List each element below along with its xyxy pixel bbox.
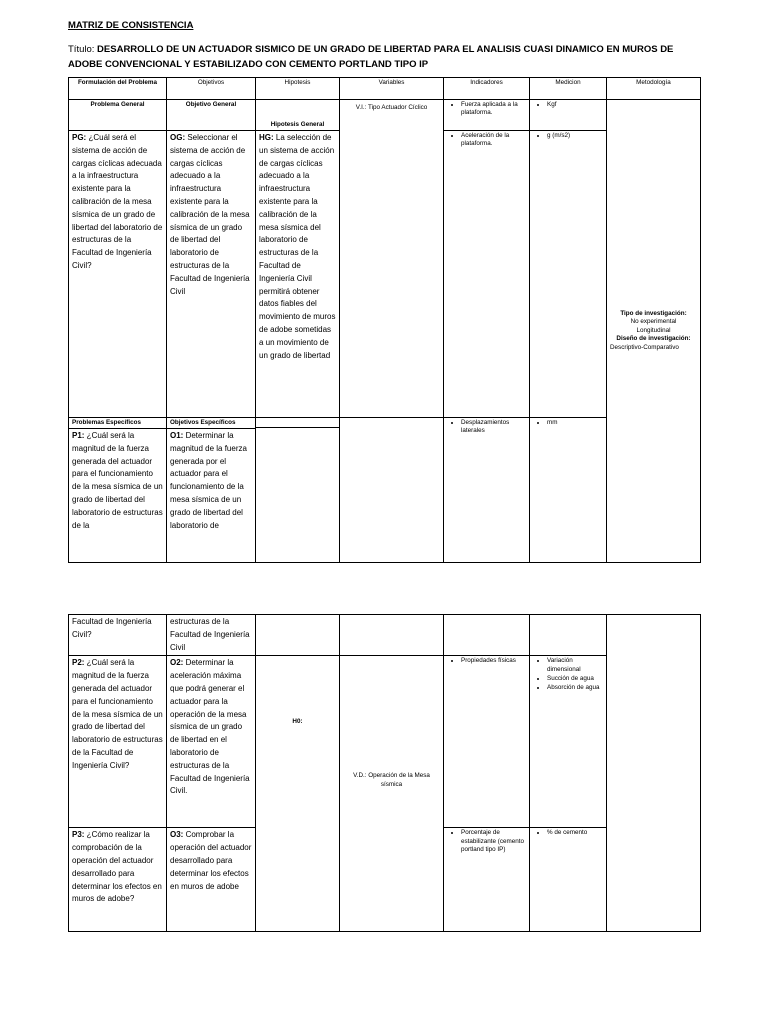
measure-absorcion: • Absorción de agua: [547, 684, 603, 692]
pg-text: ¿Cuál será el sistema de acción de cargas cíclicas adecuada a la infraestructura existente para la calibración de la mesa sísmica de un grado de libertad del laboratorio de estructuras de la Facultad de Ingeniería Civil?: [72, 133, 163, 270]
measure-mm: • mm: [547, 419, 603, 427]
problema-especifico-3: [69, 828, 167, 932]
hipotesis-especifica-1: [256, 418, 340, 563]
indicator-fuerza: • Fuerza aplicada a la plataforma.: [461, 101, 526, 117]
measure-cell-g: [530, 131, 607, 418]
specific-row-p1: [69, 418, 701, 563]
measure-cell-mm: [530, 418, 607, 563]
tipo-investigacion-2: Longitudinal: [636, 326, 671, 334]
o1-text: Determinar la magnitud de la fuerza generada por el actuador para el funcionamiento de la mesa sísmica de un grado de libertad del laboratorio de: [170, 431, 247, 530]
indicator-desplazamientos: • Desplazamientos laterales: [461, 419, 526, 435]
hipotesis-nula: H0:: [256, 656, 340, 932]
header-formulacion: Formulación del Problema: [69, 78, 167, 100]
o1-label: O1:: [170, 431, 184, 440]
variable-dependiente: V.D.: Operación de la Mesa sísmica: [340, 656, 444, 932]
o2-text: Determinar la aceleración máxima que podrá generar el actuador para la operación de la mesa sísmica de un grado de libertad en el laboratorio de estructuras de la Facultad de Ingeniería Civil.: [170, 658, 250, 796]
header-hipotesis: Hipotesis: [256, 78, 340, 100]
header-variables: Variables: [340, 78, 444, 100]
header-row: [69, 78, 701, 100]
title-text: DESARROLLO DE UN ACTUADOR SISMICO DE UN GRADO DE LIBERTAD PARA EL ANALISIS CUASI DINAMICO EN MUROS DE ADOBE CONVENCIONAL Y ESTABILIZADO CON CEMENTO PORTLAND TIPO IP: [68, 44, 674, 70]
objetivo-especifico-1-cont: estructuras de la Facultad de Ingeniería Civil: [167, 615, 256, 656]
subheader-objetivo-general: Objetivo General: [167, 100, 256, 131]
general-subheader-row: [69, 100, 701, 131]
header-objetivos: Objetivos: [167, 78, 256, 100]
indicator-cell-desplazamientos: [444, 418, 530, 563]
og-text: Seleccionar el sistema de acción de cargas cíclicas adecuado a la infraestructura existente para la calibración de la mesa sísmica de un grado de libertad del laboratorio de estructuras de la Facultad de Ingeniería Civil: [170, 133, 250, 296]
variable-empty-1: [340, 418, 444, 563]
indicator-cell-porcentaje: [444, 828, 530, 932]
diseno-investigacion-label: Diseño de investigación:: [616, 335, 691, 343]
objetivo-especifico-2: [167, 656, 256, 828]
header-indicadores: Indicadores: [444, 78, 530, 100]
hipotesis-empty-cont: [256, 615, 340, 656]
indicator-cell-propiedades: [444, 656, 530, 828]
metodologia-empty-cont: [607, 615, 701, 932]
header-metodologia: Metodología: [607, 78, 701, 100]
specific-row-p2: [69, 656, 701, 828]
measure-empty-cont: [530, 615, 607, 656]
subheader-hipotesis-general: Hipotesis General: [256, 100, 340, 131]
measure-cell-kgf: [530, 100, 607, 131]
problema-especifico-1: [69, 418, 167, 563]
metodologia-cell: [607, 100, 701, 563]
tipo-investigacion-1: No experimental: [630, 318, 677, 326]
measure-succion: • Succión de agua: [547, 675, 603, 683]
objetivo-especifico-1: [167, 418, 256, 563]
problema-general: [69, 131, 167, 418]
continued-row-p1: [69, 615, 701, 656]
indicator-empty-cont: [444, 615, 530, 656]
variable-empty-cont: [340, 615, 444, 656]
measure-kgf: • Kgf: [547, 101, 603, 109]
p2-text: ¿Cuál será la magnitud de la fuerza generada del actuador para el funcionamiento de la mesa sísmica de un grado de libertad del laboratorio de estructuras de la Facultad de Ingeniería Civil?: [72, 658, 163, 770]
indicator-propiedades: • Propiedades físicas: [461, 657, 526, 665]
header-medicion: Medicion: [530, 78, 607, 100]
p2-label: P2:: [72, 658, 85, 668]
indicator-porcentaje: • Porcentaje de estabilizante (cemento portland tipo IP): [461, 829, 526, 854]
indicator-cell-aceleracion: [444, 131, 530, 418]
variable-independiente: V.I.: Tipo Actuador Cíclico: [340, 100, 444, 418]
problema-especifico-2: [69, 656, 167, 828]
indicator-cell-fuerza: [444, 100, 530, 131]
o3-text: Comprobar la operación del actuador desarrollado para determinar los efectos en muros de adobe: [170, 830, 252, 891]
consistency-matrix-table-part2: [68, 614, 701, 932]
o2-label: O2:: [170, 658, 184, 668]
measure-variacion: • Variación dimensional: [547, 657, 603, 673]
objetivo-especifico-3: [167, 828, 256, 932]
measure-cemento: • % de cemento: [547, 829, 603, 837]
document-title: [68, 42, 708, 72]
p1-text: ¿Cuál será la magnitud de la fuerza generada del actuador para el funcionamiento de la mesa sísmica de un grado de libertad del laboratorio de estructuras de la: [72, 431, 163, 530]
hg-label: HG:: [259, 133, 274, 142]
p3-label: P3:: [72, 830, 85, 840]
indicator-aceleracion: • Aceleración de la plataforma.: [461, 132, 526, 148]
subheader-problemas-especificos: Problemas Específicos: [69, 418, 166, 429]
p1-label: P1:: [72, 431, 85, 440]
consistency-matrix-table-part1: [68, 77, 701, 563]
o3-label: O3:: [170, 830, 184, 840]
subheader-objetivos-especificos: Objetivos Específicos: [167, 418, 255, 429]
objetivo-general: [167, 131, 256, 418]
diseno-investigacion-value: Descriptivo-Comparativo: [610, 343, 679, 351]
pg-label: PG:: [72, 133, 87, 142]
og-label: OG:: [170, 133, 186, 142]
measure-cell-propiedades: [530, 656, 607, 828]
measure-g: • g (m/s2): [547, 132, 603, 140]
hg-text: La selección de un sistema de acción de cargas cíclicas adecuado a la infraestructura existente para la calibración de la mesa sísmica del laboratorio de estructuras de la Facultad de Ingeniería Civil permitirá obtener datos fiables del movimiento de muros de adobe sometidas a un movimiento de un grado de libertad: [259, 133, 336, 360]
problema-especifico-1-cont: Facultad de Ingeniería Civil?: [69, 615, 167, 656]
measure-cell-cemento: [530, 828, 607, 932]
tipo-investigacion-label: Tipo de investigación:: [620, 309, 687, 317]
document-heading: MATRIZ DE CONSISTENCIA: [68, 20, 194, 31]
subheader-problema-general: Problema General: [69, 100, 167, 131]
title-prefix: Título:: [68, 44, 98, 55]
hipotesis-general: [256, 131, 340, 418]
p3-text: ¿Cómo realizar la comprobación de la operación del actuador desarrollado para determinar los efectos en muros de adobe?: [72, 830, 162, 904]
